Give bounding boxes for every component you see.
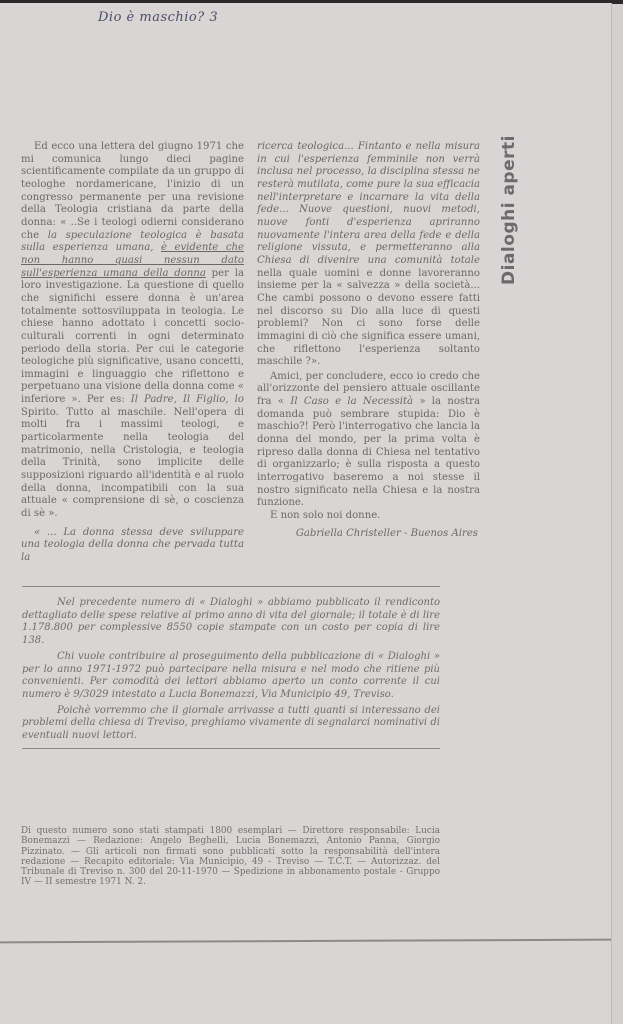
article-paragraph [21, 141, 244, 521]
underlined-quote: è evidente che non hanno quasi nessun dato sull'esperienza umana della donna [21, 242, 244, 279]
text-run: » la nostra domanda può sembrare stupida: Dio è maschio?! Però l'interrogativo che lancia la donna del mondo, per la prima volta è ripreso dalla donna di Chiesa nel tentativo di organizzarlo; è sulla risposta a questo interrogativo baseremo a noi stesse il nostro significato nella Chiesa e la nostra funzione. [257, 396, 480, 509]
section-side-title [484, 135, 534, 285]
article-right-column [257, 141, 480, 540]
article-paragraph [21, 527, 244, 565]
text-run: Ed ecco una lettera del giugno 1971 che mi comunica lungo dieci pagine scientificamente compilate da un gruppo di teologhe nordamericane, l'inizio di un congresso permanente per una revisione della Teologia cristiana da parte della donna: « ..Se i teologi odierni considerano che [21, 141, 244, 241]
text-run: nella quale uomini e donne lavoreranno insieme per la « salvezza » della società... Che cambi possono o devono essere fatti nel discorso su Dio alla luce di questi problemi? Non ci sono forse delle immagini di ciò che significa essere umani, che riflettono l'esperienza soltanto maschile ?». [257, 267, 480, 368]
side-title-text: Dialoghi aperti [499, 135, 520, 285]
divider-top [22, 586, 440, 587]
book-title: Il Caso e la Necessità [290, 396, 414, 408]
editorial-notice [22, 597, 440, 746]
text-run: Spirito. Tutto al maschile. Nell'opera di molti fra i massimi teologi, e particolarmente nella teologia del matrimonio, nella Cristologia, e teologia della Trinità, sono implicite delle supposizioni riguardo all'identità e al ruolo della donna, incompatibili con la sua attuale « comprensione di sè, o coscienza di sè ». [21, 406, 244, 520]
italic-quote: « ... La donna stessa deve sviluppare una teologia della donna che pervada tutta la [21, 526, 244, 563]
italic-quote: Il Padre, Il Figlio, lo [130, 394, 244, 406]
italic-quote: la speculazione teologica è basata sulla esperienza umana, [21, 229, 244, 254]
text-run: Amici, per concludere, ecco io credo che all'orizzonte del pensiero attuale oscillante fra « [257, 370, 480, 408]
article-paragraph [257, 141, 480, 369]
notice-paragraph: Nel precedente numero di « Dialoghi » abbiamo pubblicato il rendiconto dettagliato delle spese relative al primo anno di vita del giornale; il totale è di lire 1.178.800 per complessive 8550 copie stampate con un costo per copia di lire 138. [22, 597, 440, 647]
article-left-column [21, 141, 244, 565]
divider-bottom [22, 748, 440, 749]
author-signature: Gabriella Christeller - Buenos Aires [295, 527, 478, 539]
colophon: Di questo numero sono stati stampati 1800 esemplari — Direttore responsabile: Lucia Bonemazzi — Redazione: Angelo Beghelli, Lucia Bonemazzi, Antonio Panna, Giorgio Pizzinato. — Gli articoli non firmati sono pubblicati sotto la responsabilità dell'intera redazione — Recapito editoriale: Via Municipio, 49 - Treviso — T.C.T. — Autorizzaz. del Tribunale di Treviso n. 300 del 20-11-1970 — Spedizione in abbonamento postale - Gruppo IV — II semestre 1971 N. 2. [21, 826, 440, 888]
handwritten-note: Dio è maschio? 3 [98, 10, 219, 25]
notice-paragraph: Chi vuole contribuire al proseguimento della pubblicazione di « Dialoghi » per lo anno 1971-1972 può partecipare nella misura e nel modo che ritiene più convenienti. Per comodità dei lettori abbiamo aperto un conto corrente il cui numero è 9/3029 intestato a Lucia Bonemazzi, Via Municipio 49, Treviso. [22, 650, 440, 700]
text-run: per la loro investigazione. La questione di quello che significhi essere donna è un'area totalmente sottosviluppata in teologia. Le chiese hanno adottato i concetti socio-culturali correnti in ogni determinato periodo della storia. Per cui le categorie teologiche più significative, usano concetti, immagini e linguaggio che riflettono e perpetuano una visione della donna come « inferiore ». Per es: [21, 267, 244, 406]
italic-quote: ricerca teologica... Fintanto e nella misura in cui l'esperienza femminile non verrà inclusa nel processo, la disciplina stessa ne resterà mutilata, come pure la sua efficacia nell'interpretare e incarnare la vita della fede... Nuove questioni, nuovi metodi, nuove fonti d'esperienza apriranno nuovamente l'intera area della fede e della religione vissuta, e permetteranno alla Chiesa di divenire una comunità totale [257, 141, 480, 266]
article-paragraph: E non solo noi donne. [270, 510, 381, 522]
notice-paragraph: Poichè vorremmo che il giornale arrivasse a tutti quanti si interessano dei problemi della chiesa di Treviso, preghiamo vivamente di segnalarci nominativi di eventuali nuovi lettori. [22, 704, 440, 742]
article-paragraph [257, 371, 480, 510]
